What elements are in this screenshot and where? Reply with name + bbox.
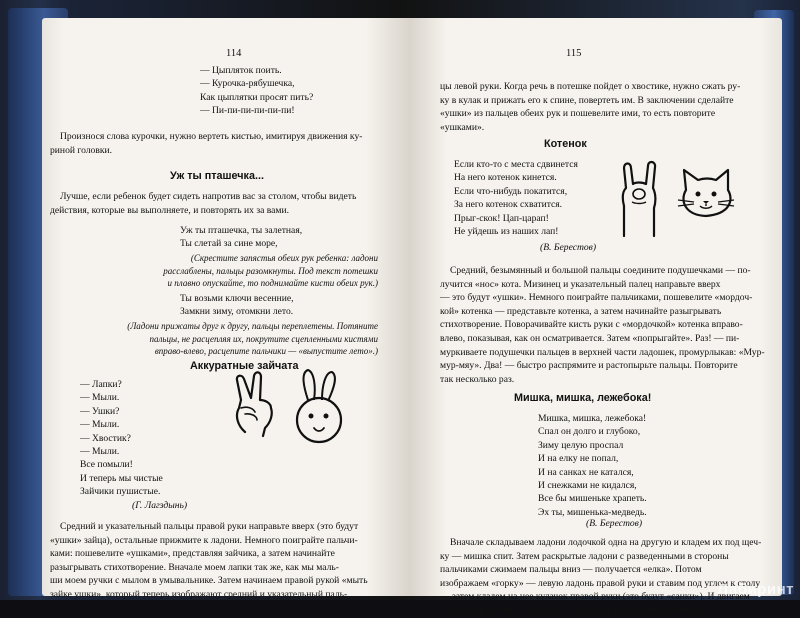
paragraph — [50, 520, 368, 602]
poem-line: — Пи-пи-пи-пи-пи-пи! — [200, 105, 295, 117]
text-line: кой» котенка — представьте котенка, а затем начинайте разыгрывать — [440, 305, 722, 317]
poem-zaichata — [80, 378, 163, 499]
text-line: цы левой руки. Когда речь в потешке пойдет о хвостике, нужно сжать ру- — [440, 81, 741, 92]
text-line: стихотворение. Поворачивайте кисть руки с «мордочкой» котенка вправо- — [440, 319, 743, 331]
poem-line: Ты слетай за сине море, — [180, 238, 278, 250]
text-line: ши моем ручки с мылом в умывальнике. Затем начинаем правой рукой «мыть — [50, 575, 368, 587]
text-line: (Ладони прижаты друг к другу, пальцы переплетены. Потяните — [127, 321, 378, 331]
text-line: пальчиками сжимаем пальцы вниз — получается «елка». Потом — [440, 564, 702, 576]
text-line: «ушки» из пальцев обеих рук и пошевелите ими, то есть повторите — [440, 108, 716, 120]
poem-line: Прыг-скок! Цап-царап! — [454, 212, 549, 224]
poem-line: За него котенок схватится. — [454, 199, 563, 211]
paragraph — [440, 536, 761, 618]
paragraph — [440, 80, 740, 134]
poem-kotenok — [454, 158, 578, 238]
text-line: зайке ушки», который теперь изображают средний и указательный паль- — [50, 588, 348, 600]
watermark-logo: Лабиринт — [717, 581, 794, 598]
cat-face-illustration — [676, 168, 738, 222]
poem-line: — Цыпляток поить. — [200, 65, 282, 76]
poem-line: Если кто-то с места сдвинется — [454, 159, 578, 170]
poem-line: — Мыли. — [80, 446, 120, 458]
poem-line: И на елку не попал, — [538, 453, 619, 465]
poem-line: На него котенок кинется. — [454, 172, 557, 184]
poem-author: (В. Берестов) — [586, 518, 643, 529]
poem-line: И снежками не кидался, — [538, 480, 637, 492]
poem-line: Спал он долго и глубоко, — [538, 426, 641, 438]
text-line: мур-мяу». Два! — быстро распрямите и растопырьте пальцы. Повторите — [440, 360, 738, 372]
text-line: вправо-влево, расцепите пальчики — «выпустите лето».) — [154, 346, 378, 356]
poem-line: — Ушки? — [80, 405, 120, 417]
poem-line: — Курочка-рябушечка, — [200, 78, 295, 90]
text-line: изображаем «горку» — левую ладонь правой руки и ставим под углом к столу — [440, 577, 761, 589]
paragraph — [50, 190, 356, 217]
poem-mishka — [538, 412, 647, 519]
poem-ptashechka — [180, 224, 302, 251]
text-line: Вначале складываем ладони лодочкой одна на другую и кладем их под щеч- — [450, 537, 762, 548]
poem-line: Уж ты пташечка, ты залетная, — [180, 225, 303, 236]
page-number: 114 — [226, 48, 242, 59]
poem-line: — Хвостик? — [80, 432, 131, 444]
bunny-hand-illustration — [227, 370, 287, 440]
text-line: так несколько раз. — [440, 373, 515, 385]
text-line: расслаблены, пальцы разомкнуты. Под текст потешки — [163, 265, 378, 276]
poem-line: Мишка, мишка, лежебока! — [538, 413, 647, 424]
poem-line: Все помыли! — [80, 459, 133, 471]
section-title: Котенок — [544, 138, 587, 150]
right-page — [410, 18, 782, 616]
poem-line: Ты возьми ключи весенние, — [180, 293, 294, 304]
poem-line: Не уйдешь из наших лап! — [454, 226, 559, 238]
section-title: Аккуратные зайчата — [190, 360, 299, 372]
section-title: Уж ты пташечка... — [170, 170, 264, 182]
poem-line: Эх ты, мишенька-медведь. — [538, 506, 647, 518]
text-line: (Скрестите запястья обеих рук ребенка: ладони — [190, 253, 378, 263]
text-line: ку в кулак и прижать его к спине, повертеть им. В заключении сделайте — [440, 94, 734, 106]
text-line: Произнося слова курочки, нужно вертеть кистью, имитируя движения ку- — [60, 131, 363, 142]
text-line: им правым кулачком по левой ладони, как будто санки катятся с горки. — [440, 604, 731, 616]
poem-author: (В. Берестов) — [540, 242, 597, 253]
text-line: влево, показывая, как он осматривается. Затем «попрыгайте». Раз! — пи- — [440, 332, 740, 344]
text-line: риной головки. — [50, 144, 113, 156]
text-line: действия, которые вы выполняете, и повторять их за вами. — [50, 204, 290, 216]
poem-line: Все бы мишеньке храпеть. — [538, 493, 647, 505]
cat-hand-illustration — [616, 158, 666, 238]
poem-author: (Г. Лагздынь) — [132, 500, 188, 511]
text-line: лучится «нос» кота. Мизинец и указательный палец направьте вверх — [440, 278, 721, 290]
text-line: ками: пошевелите «ушками», представляя зайчика, а затем начинайте — [50, 548, 335, 560]
text-line: «ушками». — [440, 121, 485, 133]
text-line: «ушки» зайца), остальные прижмите к ладони. Немного поиграйте пальчи- — [50, 534, 358, 546]
poem-line: Зайчики пушистые. — [80, 486, 161, 498]
poem-ptashechka-2 — [180, 292, 294, 319]
poem-line: И на санках не катался, — [538, 466, 634, 478]
text-line: Средний и указательный пальцы правой руки направьте вверх (это будут — [60, 521, 359, 532]
page-number: 115 — [566, 48, 582, 59]
poem-line: Замкни зиму, отомкни лето. — [180, 306, 294, 318]
poem-line: Как цыплятки просят пить? — [200, 91, 314, 103]
instruction-note — [138, 252, 378, 290]
paragraph — [440, 264, 765, 386]
poem-line: И теперь мы чистые — [80, 472, 163, 484]
poem-line: Если что-нибудь покатится, — [454, 185, 568, 197]
text-line: — это будут «ушки». Немного поиграйте пальчиками, пошевелите «мордоч- — [440, 292, 753, 304]
text-line: Средний, безымянный и большой пальцы соедините подушечками — по- — [450, 265, 751, 276]
text-line: разыгрывать стихотворение. Вначале моем лапки так же, как мы маль- — [50, 561, 339, 573]
poem-line: — Мыли. — [80, 392, 120, 404]
poem-line: — Мыли. — [80, 419, 120, 431]
poem-kurochka — [200, 64, 313, 118]
text-line: — затем кладем на нее кулачок правой руки (это будут «санки»). И двигаем — [440, 591, 750, 603]
text-line: Лучше, если ребенок будет сидеть напротив вас за столом, чтобы видеть — [60, 191, 357, 202]
instruction-note — [106, 320, 378, 358]
bunny-face-illustration — [292, 370, 346, 446]
text-line: и плавно опускайте, то поднимайте кисти обеих рук.) — [167, 278, 378, 288]
text-line: пальцы, не расцепляя их, покрутите сцепленными кистями — [149, 333, 378, 344]
text-line: ку — мишка спит. Затем раскрытые ладони с разведенными в стороны — [440, 550, 729, 562]
poem-line: — Лапки? — [80, 379, 122, 390]
section-title: Мишка, мишка, лежебока! — [514, 392, 652, 404]
paragraph — [50, 130, 362, 157]
poem-line: Зиму целую проспал — [538, 439, 624, 451]
left-page — [42, 18, 410, 600]
text-line: муркиваете подушечки пальцев в верхней части ладошек, промурлыкав: «Мур- — [440, 346, 765, 358]
